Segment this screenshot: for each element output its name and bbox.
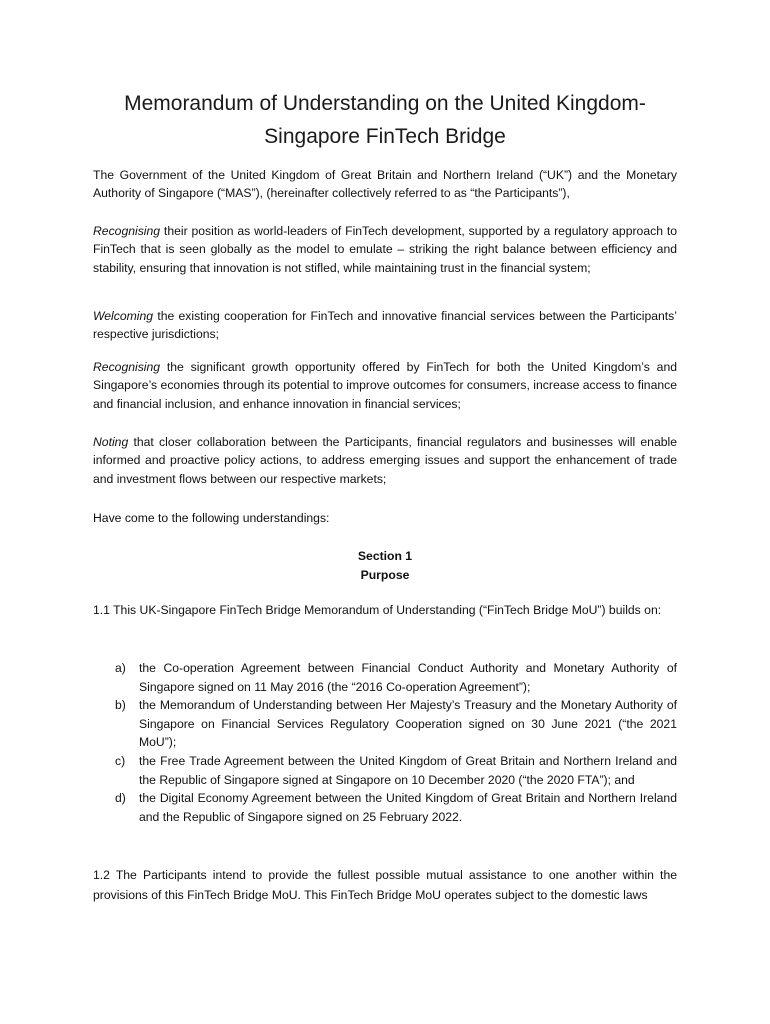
- understandings-intro: Have come to the following understandings:: [93, 511, 330, 525]
- recital-lead-word: Recognising: [93, 360, 161, 374]
- list-marker: b): [115, 698, 126, 713]
- preamble-participants: The Government of the United Kingdom of Great Britain and Northern Ireland (“UK”) and the Monetary Authority of Singapore (“MAS”), (hereinafter collectively referred to as “the Participants”),: [93, 168, 677, 201]
- clause-1-1: 1.1 This UK-Singapore FinTech Bridge Memorandum of Understanding (“FinTech Bridge MoU”) builds on:: [93, 603, 662, 617]
- list-item-text: the Memorandum of Understanding between Her Majesty’s Treasury and the Monetary Authority of Singapore on Financial Services Regulatory Cooperation signed on 30 June 2021 (“the 2021 MoU”);: [139, 698, 677, 750]
- list-item-text: the Free Trade Agreement between the United Kingdom of Great Britain and Northern Ireland and the Republic of Singapore signed at Singapore on 10 December 2020 (“the 2020 FTA”); and: [139, 753, 677, 787]
- recital-lead-word: Recognising: [93, 224, 161, 238]
- list-marker: d): [115, 791, 126, 806]
- recital-welcoming: [93, 307, 677, 344]
- list-item: [93, 659, 677, 696]
- recital-text: that closer collaboration between the Participants, financial regulators and businesses will enable informed and proactive policy actions, to address emerging issues and support the enhancement of trade and investment flows between our respective markets;: [93, 435, 677, 486]
- recital-text: the existing cooperation for FinTech and innovative financial services between the Participants’ respective jurisdictions;: [93, 309, 677, 342]
- list-item-text: the Co-operation Agreement between Financial Conduct Authority and Monetary Authority of Singapore signed on 11 May 2016 (the “2016 Co-operation Agreement”);: [139, 661, 677, 694]
- list-item: [93, 789, 677, 826]
- title-line-2: Singapore FinTech Bridge: [264, 125, 506, 148]
- list-item: [93, 752, 677, 789]
- recital-text: the significant growth opportunity offered by FinTech for both the United Kingdom’s and Singapore’s economies through its potential to improve outcomes for consumers, increase access to finance and financial inclusion, and enhance innovation in financial services;: [93, 360, 677, 411]
- recital-recognising-leaders: [93, 222, 677, 277]
- list-item: [93, 696, 677, 752]
- recital-recognising-growth: [93, 358, 677, 413]
- list-marker: a): [115, 661, 126, 675]
- title-line-1: Memorandum of Understanding on the United Kingdom-: [124, 92, 646, 115]
- list-marker: c): [115, 753, 126, 768]
- recital-text: their position as world-leaders of FinTech development, supported by a regulatory approach to FinTech that is seen globally as the model to emulate – striking the right balance between efficiency and stability, ensuring that innovation is not stifled, while maintaining trust in the financial system;: [93, 224, 677, 275]
- clause-1-2: 1.2 The Participants intend to provide the fullest possible mutual assistance to one another within the provisions of this FinTech Bridge MoU. This FinTech Bridge MoU operates subject to the domestic laws: [93, 868, 677, 902]
- section-title: Purpose: [360, 567, 410, 582]
- document-title: [60, 87, 710, 153]
- recital-lead-word: Noting: [93, 435, 129, 449]
- recital-lead-word: Welcoming: [93, 309, 154, 323]
- recital-noting: [93, 433, 677, 488]
- agreements-list: [93, 659, 677, 826]
- section-heading: [93, 547, 677, 584]
- section-number: Section 1: [357, 549, 413, 563]
- list-item-text: the Digital Economy Agreement between the United Kingdom of Great Britain and Northern Ireland and the Republic of Singapore signed on 25 February 2022.: [139, 791, 677, 824]
